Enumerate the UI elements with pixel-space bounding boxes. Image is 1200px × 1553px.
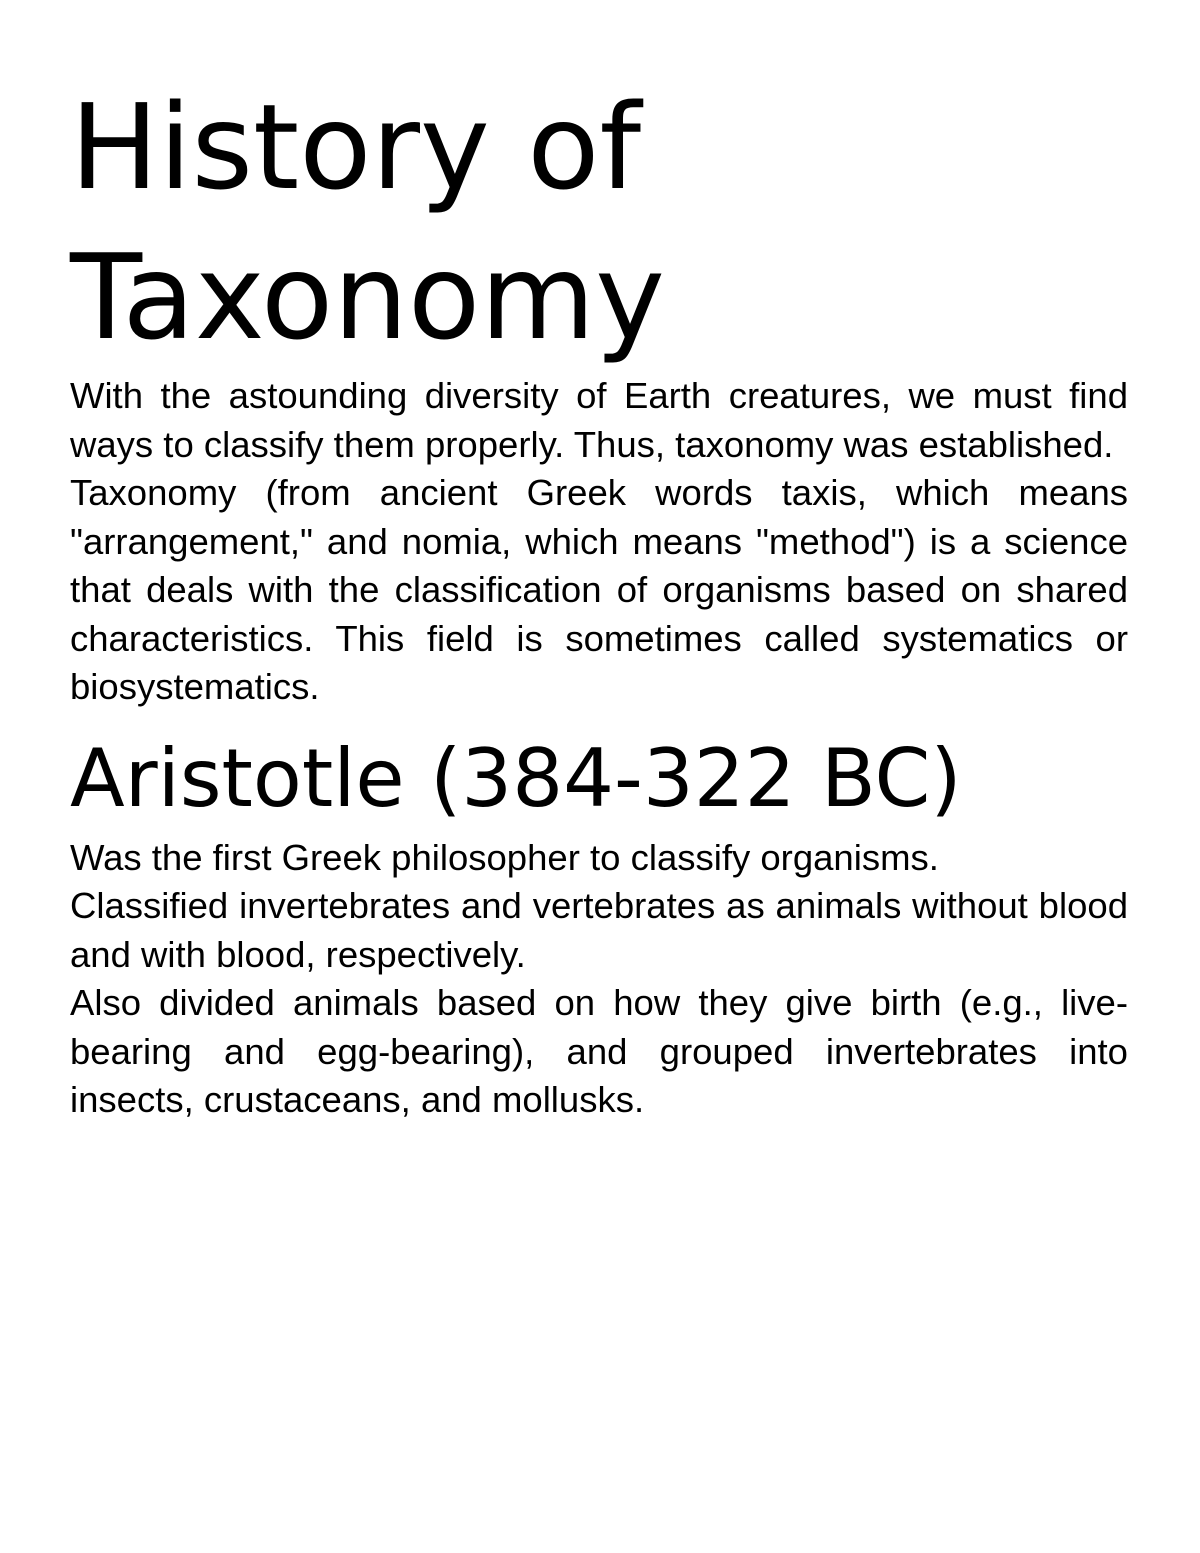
section-paragraph-3: Also divided animals based on how they give birth (e.g., live-bearing and egg-bearing), and grouped invertebrates into insects, crustaceans, and mollusks.	[70, 982, 1128, 1120]
intro-paragraph-2: Taxonomy (from ancient Greek words taxis, which means "arrangement," and nomia, which means "method") is a science that deals with the classification of organisms based on shared characteristics. This field is sometimes called systematics or biosystematics.	[70, 472, 1128, 707]
intro-paragraph-1: With the astounding diversity of Earth creatures, we must find ways to classify them properly. Thus, taxonomy was established.	[70, 375, 1128, 465]
section-paragraph-1: Was the first Greek philosopher to classify organisms.	[70, 836, 939, 878]
page-title-line-2: Taxonomy	[70, 228, 666, 366]
page-title-line-1: History of	[70, 78, 642, 216]
section-heading-aristotle: Aristotle (384-322 BC)	[70, 731, 962, 825]
document-page	[70, 72, 1128, 1125]
section-paragraph-2: Classified invertebrates and vertebrates as animals without blood and with blood, respectively.	[70, 885, 1128, 975]
page-title	[70, 72, 1128, 372]
